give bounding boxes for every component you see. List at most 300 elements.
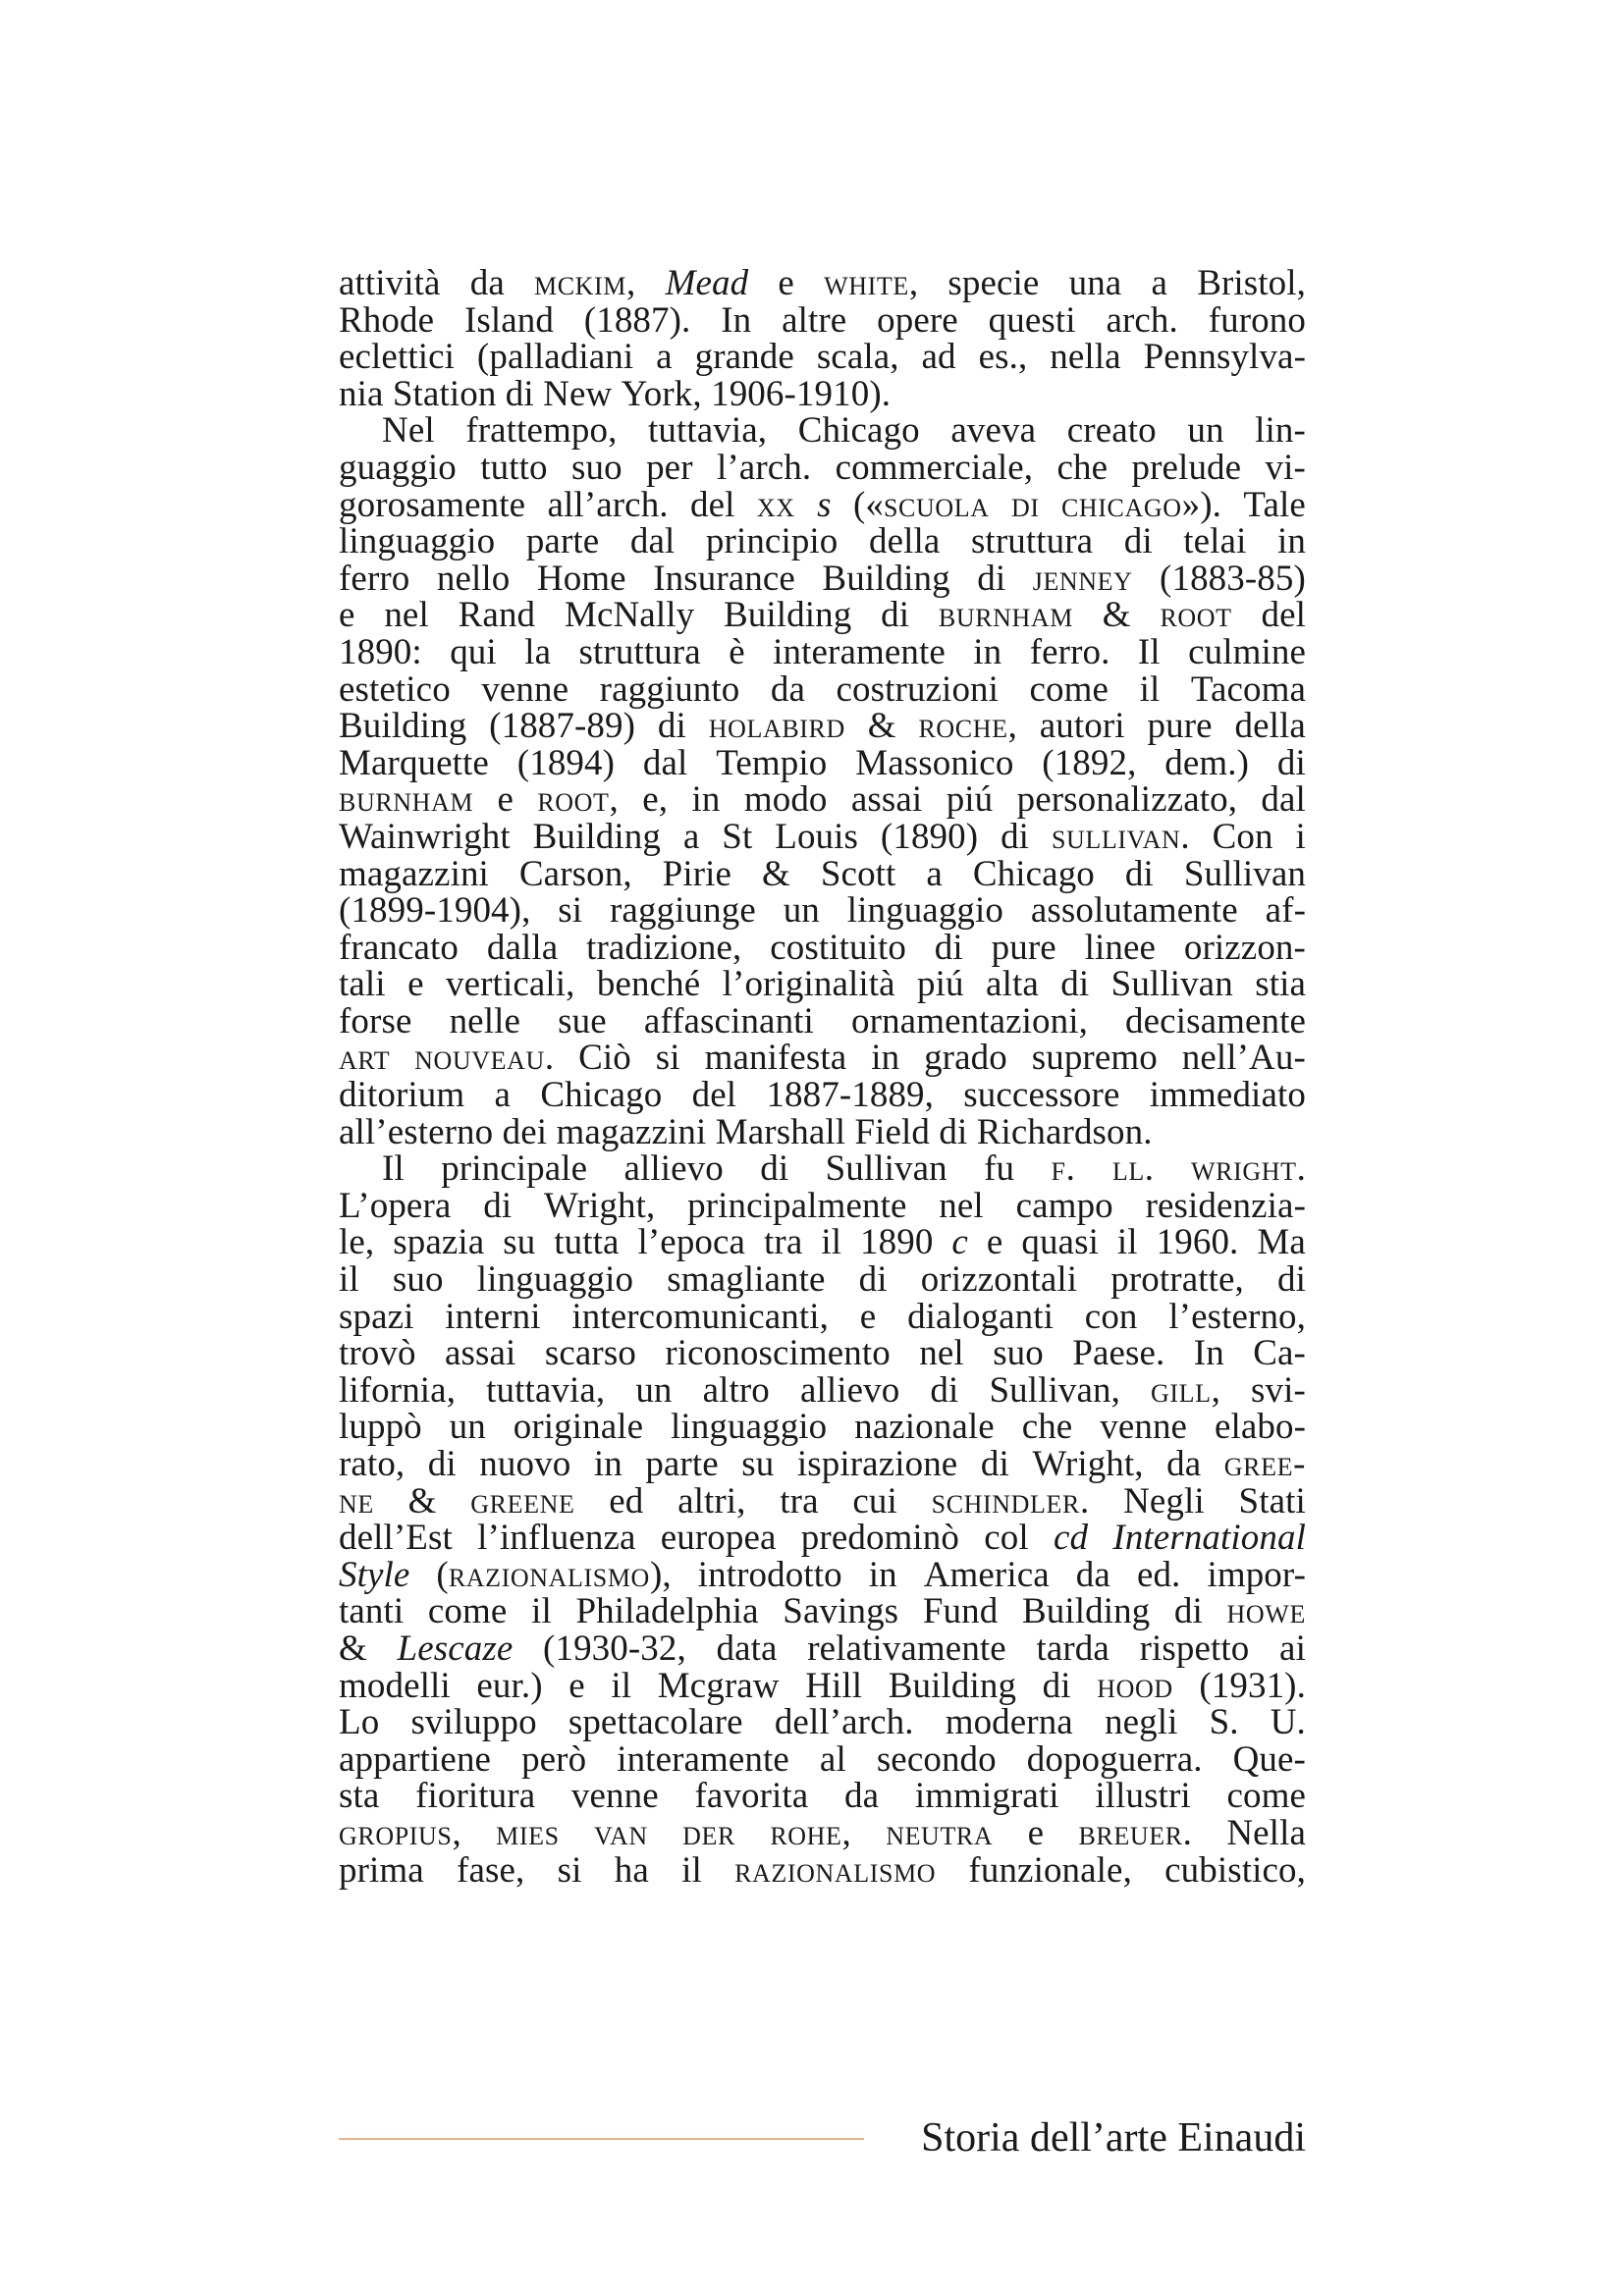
text-run: tuttavia, — [486, 1369, 606, 1411]
word — [822, 558, 950, 599]
small-caps-name: howe — [1226, 1591, 1306, 1632]
word — [339, 966, 386, 1003]
word — [926, 853, 943, 894]
text-run: in — [1277, 521, 1306, 562]
word — [847, 892, 1003, 930]
text-line — [339, 1738, 1306, 1780]
word — [690, 484, 735, 525]
text-run: di — [1173, 1591, 1203, 1632]
text-run: questi — [988, 299, 1076, 341]
word-space — [930, 1114, 939, 1151]
word — [880, 816, 979, 857]
text-run: ( — [436, 1554, 449, 1595]
text-run: magazzini — [339, 853, 489, 894]
word — [479, 1446, 570, 1483]
text-run: suo — [392, 1259, 444, 1301]
text-run: decisamente — [1125, 1000, 1306, 1041]
word — [382, 412, 435, 450]
word — [476, 1665, 543, 1706]
text-run: Richardson. — [976, 1111, 1153, 1152]
word — [611, 1665, 632, 1706]
word — [339, 1704, 379, 1741]
text-run: in — [871, 1038, 900, 1079]
text-run: nuovo — [479, 1444, 571, 1484]
text-run: fu — [984, 1148, 1015, 1190]
text-run: ad — [921, 337, 956, 378]
word — [1042, 1665, 1071, 1706]
word — [734, 1849, 937, 1891]
text-run: il — [821, 1222, 842, 1263]
text-run: costituito — [770, 927, 906, 968]
text-run: di — [980, 1444, 1009, 1484]
word — [1140, 1630, 1250, 1668]
word — [635, 1369, 673, 1411]
text-run: del — [1261, 595, 1306, 636]
text-run: eur.) — [476, 1665, 543, 1706]
word — [868, 708, 896, 745]
text-run: autori — [1039, 706, 1125, 747]
word — [1032, 558, 1133, 599]
word — [489, 708, 635, 745]
text-run: impor- — [1207, 1554, 1306, 1595]
word — [1137, 631, 1161, 672]
word — [428, 1593, 508, 1630]
word — [692, 781, 721, 819]
word — [1015, 1185, 1113, 1226]
word — [1183, 927, 1306, 968]
word — [339, 299, 435, 341]
text-run: spazia — [393, 1222, 485, 1263]
word — [575, 1593, 758, 1630]
word — [1031, 892, 1238, 930]
word — [1042, 742, 1137, 783]
text-run: principio — [705, 521, 839, 562]
word — [1032, 1040, 1158, 1077]
text-run: tradizione, — [586, 927, 742, 968]
word — [657, 1665, 780, 1706]
word — [1010, 484, 1040, 525]
word — [414, 1040, 554, 1077]
word — [610, 892, 756, 930]
word — [450, 1409, 486, 1446]
word-space — [706, 1114, 715, 1151]
word — [537, 781, 619, 819]
word — [986, 966, 1039, 1003]
word — [1100, 1409, 1187, 1446]
text-run: residenzia- — [1145, 1185, 1306, 1226]
text-run: e — [1027, 1812, 1045, 1853]
text-run: a — [1151, 263, 1168, 303]
text-run: linguaggio — [671, 1407, 828, 1448]
word — [445, 1296, 541, 1337]
word — [1106, 299, 1178, 341]
word — [514, 1409, 643, 1446]
small-caps-name: root — [537, 779, 610, 821]
text-run: svi- — [1251, 1369, 1306, 1411]
word — [1187, 412, 1223, 450]
word — [1029, 631, 1110, 672]
text-line — [339, 1849, 1306, 1891]
text-line — [339, 447, 1306, 488]
text-run: che — [1021, 1407, 1073, 1448]
word — [860, 1224, 933, 1261]
text-line — [339, 1778, 1306, 1815]
text-run: un — [635, 1369, 673, 1411]
word — [1136, 1554, 1181, 1595]
word — [339, 1593, 404, 1630]
text-run: da — [770, 668, 806, 710]
text-run: raggiunge — [610, 890, 756, 932]
text-run: Ciò — [578, 1038, 631, 1079]
word — [339, 1224, 374, 1261]
word — [339, 1185, 452, 1226]
text-run: Nel — [382, 410, 435, 452]
word — [805, 1665, 863, 1706]
text-run: tra — [764, 1222, 803, 1263]
text-run: (1890) — [880, 816, 979, 857]
word — [1097, 1665, 1173, 1706]
word — [1227, 1593, 1306, 1630]
word — [410, 1704, 536, 1741]
text-line — [339, 631, 1306, 672]
text-run: Tempio — [716, 742, 828, 783]
text-run: originale — [513, 1407, 644, 1448]
word — [1164, 742, 1250, 783]
word — [1052, 1150, 1076, 1188]
text-run: . — [544, 1038, 555, 1079]
text-run: Sullivan — [825, 1148, 947, 1190]
text-line — [339, 523, 1306, 561]
text-run: vi- — [1265, 447, 1306, 488]
word — [705, 1040, 847, 1077]
text-run: immigrati — [914, 1776, 1059, 1817]
word — [398, 1630, 514, 1668]
word: all’esterno — [339, 1111, 494, 1152]
word — [583, 299, 691, 341]
text-run: , — [1007, 706, 1017, 747]
body-text — [339, 265, 1306, 1889]
word: Station — [392, 373, 497, 414]
text-run: illustri — [1095, 1776, 1191, 1817]
text-run: data — [716, 1628, 778, 1669]
text-run: orizzon- — [1183, 927, 1306, 968]
word — [1026, 1738, 1203, 1780]
word — [597, 966, 700, 1003]
word — [393, 1224, 484, 1261]
text-run: modelli — [339, 1665, 451, 1706]
word — [989, 1369, 1120, 1411]
word — [1226, 1778, 1306, 1815]
word — [339, 1000, 412, 1041]
text-run: però — [521, 1738, 587, 1780]
text-run: del — [691, 1075, 737, 1116]
word — [984, 1150, 1014, 1188]
text-run: tali — [339, 964, 386, 1005]
small-caps-name: ll. — [1111, 1148, 1155, 1190]
text-line — [339, 927, 1306, 968]
text-run: e, — [642, 779, 669, 821]
text-run: & — [1102, 595, 1131, 636]
text-run: piú — [917, 964, 964, 1005]
word — [339, 484, 526, 525]
word — [1208, 299, 1306, 341]
small-caps-name: nouveau — [414, 1038, 545, 1079]
word — [518, 853, 632, 894]
word — [545, 1335, 636, 1372]
word — [477, 1520, 635, 1557]
text-run: aveva — [950, 410, 1037, 452]
text-run: e — [859, 1296, 877, 1337]
text-run: linguaggio — [476, 1259, 634, 1301]
word — [716, 742, 828, 783]
text-run: riconoscimento — [665, 1333, 891, 1374]
text-run: linee — [1084, 927, 1157, 968]
word: nia — [339, 373, 384, 414]
word — [852, 1480, 897, 1522]
italic-text: Mead — [665, 263, 749, 303]
word — [445, 1335, 515, 1372]
text-run: & — [867, 706, 896, 747]
text-run: venne — [481, 668, 569, 710]
text-run: Building — [532, 816, 661, 857]
text-run: di — [881, 595, 910, 636]
text-line — [339, 892, 1306, 930]
word — [393, 1261, 444, 1299]
text-line — [339, 1630, 1306, 1668]
word — [820, 853, 896, 894]
word — [428, 1446, 457, 1483]
word — [536, 558, 626, 599]
word — [339, 1446, 405, 1483]
text-line — [339, 1224, 1306, 1261]
word — [339, 1738, 492, 1780]
word — [1001, 816, 1030, 857]
word — [762, 853, 790, 894]
word — [871, 1040, 899, 1077]
word — [1124, 853, 1154, 894]
italic-text: c — [951, 1222, 968, 1263]
word — [1207, 1554, 1306, 1595]
word — [1160, 558, 1306, 599]
text-run: struttura — [578, 631, 701, 672]
word — [477, 1261, 633, 1299]
text-run: dalla — [486, 927, 559, 968]
text-run: Con — [1212, 816, 1273, 857]
text-run: costruzioni — [836, 668, 1000, 710]
text-run: Scott — [820, 853, 896, 894]
text-run: le, — [339, 1222, 375, 1263]
text-run: Negli — [1123, 1480, 1205, 1522]
small-caps-name: gill — [1151, 1369, 1212, 1411]
word — [1232, 1738, 1306, 1780]
word — [1112, 1150, 1155, 1188]
text-run: Rhode — [339, 299, 435, 341]
word — [1226, 1812, 1306, 1853]
text-run: verticali, — [446, 964, 575, 1005]
text-run: di — [930, 1369, 959, 1411]
word — [1257, 1224, 1306, 1261]
word — [1265, 447, 1306, 488]
text-run: raggiunto — [599, 668, 740, 710]
text-run: St — [722, 816, 753, 857]
text-run: & — [762, 853, 790, 894]
text-run: tanti — [339, 1591, 405, 1632]
word — [1166, 1446, 1201, 1483]
text-run: allievo — [623, 1148, 724, 1190]
word — [497, 781, 514, 819]
small-caps-name: scuola — [883, 484, 990, 525]
text-run: spazi — [339, 1296, 414, 1337]
word — [782, 299, 847, 341]
word — [930, 1369, 959, 1411]
word — [1271, 1704, 1306, 1741]
footer-rule — [339, 2138, 864, 2140]
word — [773, 631, 946, 672]
word: di — [505, 373, 534, 414]
word — [1131, 447, 1242, 488]
word — [876, 1738, 997, 1780]
text-run: gorosamente — [339, 484, 526, 525]
text-run: linguaggio — [846, 890, 1004, 932]
word — [695, 339, 794, 376]
word — [1067, 412, 1157, 450]
word — [339, 1554, 410, 1595]
text-run: in — [593, 1444, 622, 1484]
word — [939, 1185, 984, 1226]
word — [724, 597, 851, 634]
word — [721, 299, 752, 341]
text-run: l’esterno, — [1168, 1296, 1306, 1337]
text-run: suo — [993, 1333, 1044, 1374]
word — [477, 339, 633, 376]
text-run: , — [609, 779, 619, 821]
text-run: Sullivan — [1110, 964, 1233, 1005]
word: Marshall — [715, 1111, 846, 1152]
text-run: Ma — [1257, 1222, 1306, 1263]
text-run: pure — [991, 927, 1056, 968]
small-caps-name: gree- — [1223, 1444, 1306, 1484]
text-line — [339, 373, 1306, 414]
word — [692, 1077, 737, 1114]
word — [877, 299, 958, 341]
text-run: . — [1296, 1148, 1306, 1190]
text-run: Que- — [1232, 1738, 1306, 1780]
word — [784, 892, 820, 930]
text-run: e — [986, 1222, 1003, 1263]
word — [571, 1296, 829, 1337]
text-run: frattempo, — [465, 410, 618, 452]
text-run: assai — [850, 779, 923, 821]
text-run: grado — [924, 1038, 1007, 1079]
word — [1253, 1335, 1306, 1372]
word — [571, 1778, 659, 1815]
word — [339, 1040, 390, 1077]
text-run: di — [934, 927, 963, 968]
text-run: McNally — [564, 595, 695, 636]
word — [436, 558, 511, 599]
text-run: ed — [609, 1480, 644, 1522]
text-run: pure — [1147, 706, 1213, 747]
word — [888, 1665, 1017, 1706]
word — [1022, 1409, 1073, 1446]
word — [706, 523, 838, 561]
text-line — [339, 1150, 1306, 1188]
footer-title: Storia dell’arte Einaudi — [921, 2115, 1306, 2161]
word — [1255, 966, 1306, 1003]
word — [977, 558, 1006, 599]
text-run: l’originalità — [722, 964, 895, 1005]
text-line — [339, 597, 1306, 634]
word — [915, 1778, 1059, 1815]
word — [457, 1849, 525, 1891]
word — [339, 1077, 464, 1114]
word — [532, 816, 661, 857]
word — [709, 708, 845, 745]
word — [770, 927, 906, 968]
text-run: nella — [1050, 337, 1121, 378]
text-line — [339, 1261, 1306, 1299]
text-run: immediato — [1149, 1075, 1306, 1116]
text-run: arch. — [1106, 299, 1178, 341]
word — [547, 484, 669, 525]
word — [459, 597, 536, 634]
text-run: di — [760, 1148, 789, 1190]
word — [643, 1000, 814, 1041]
text-line — [339, 1593, 1306, 1630]
text-run: Stati — [1238, 1480, 1306, 1522]
word — [1072, 1335, 1164, 1372]
text-run: Home — [536, 558, 626, 599]
word — [558, 892, 582, 930]
word — [852, 484, 990, 525]
text-run: Bristol, — [1197, 263, 1306, 303]
small-caps-name: burnham — [339, 779, 474, 821]
text-line — [339, 742, 1306, 783]
text-line — [339, 1040, 1306, 1077]
word — [339, 1520, 453, 1557]
word: dei — [502, 1111, 548, 1152]
word — [407, 1480, 437, 1522]
word — [764, 1224, 802, 1261]
text-run: (1892, — [1042, 742, 1137, 783]
word — [568, 1665, 585, 1706]
word — [481, 668, 569, 710]
text-run: al — [819, 1738, 846, 1780]
text-run: prima — [339, 1849, 424, 1891]
text-run: di — [1277, 1259, 1306, 1301]
text-run: il — [339, 1259, 359, 1301]
text-run: il — [681, 1849, 702, 1891]
italic-text: s — [817, 484, 832, 525]
text-run: fioritura — [415, 1776, 536, 1817]
text-line — [339, 853, 1306, 894]
text-run: luppò — [339, 1407, 422, 1448]
text-run: altro — [702, 1369, 770, 1411]
text-run: , — [1211, 1369, 1220, 1411]
word — [339, 853, 489, 894]
word — [624, 1150, 724, 1188]
text-run: (1931). — [1199, 1665, 1306, 1706]
text-run: Island — [463, 299, 554, 341]
text-run: prelude — [1131, 447, 1242, 488]
word — [851, 781, 922, 819]
word — [939, 597, 1073, 634]
text-run: e — [497, 779, 514, 821]
text-run: Hill — [805, 1665, 863, 1706]
word — [671, 1409, 827, 1446]
word — [918, 708, 1016, 745]
word — [339, 1630, 367, 1668]
